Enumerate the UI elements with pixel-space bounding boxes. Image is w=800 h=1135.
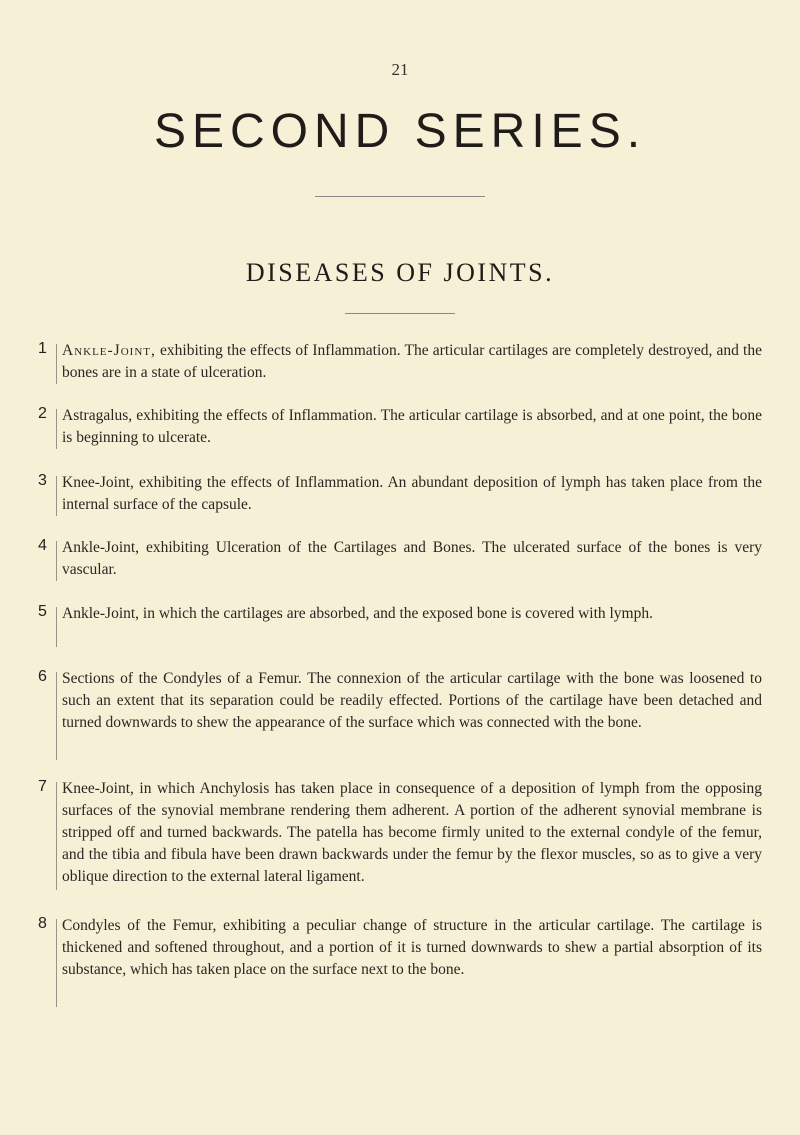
specimen-number: 6 xyxy=(38,668,47,685)
specimen-description xyxy=(62,915,762,981)
margin-bracket xyxy=(56,476,57,516)
divider-rule xyxy=(315,196,485,197)
margin-bracket xyxy=(56,541,57,581)
specimen-text: Condyles of the Femur, exhibiting a peculiar change of structure in the articular cartilage. The cartilage is thickened and softened throughout, and a portion of it is turned downwards to shew a partial absorption of its substance, which has taken place on the surface next to the bone. xyxy=(62,917,762,978)
margin-bracket xyxy=(56,919,57,1007)
specimen-description xyxy=(62,405,762,449)
specimen-number: 7 xyxy=(38,778,47,795)
specimen-text: Astragalus, exhibiting the effects of Inflammation. The articular cartilage is absorbed, and at one point, the bone is beginning to ulcerate. xyxy=(62,407,762,446)
margin-bracket xyxy=(56,344,57,384)
specimen-description xyxy=(62,778,762,888)
specimen-description xyxy=(62,603,762,625)
specimen-text: Knee-Joint, in which Anchylosis has taken place in consequence of a deposition of lymph from the opposing surfaces of the synovial membrane rendering them adherent. A portion of the adherent synovial membrane is stripped off and turned backwards. The patella has become firmly united to the external condyle of the femur, and the tibia and fibula have been drawn backwards under the femur by the flexor muscles, so as to give a very oblique direction to the external lateral ligament. xyxy=(62,780,762,885)
margin-bracket xyxy=(56,409,57,449)
specimen-number: 2 xyxy=(38,405,47,422)
specimen-text: exhibiting the effects of Inflammation. The articular cartilages are completely destroyed, and the bones are in a state of ulceration. xyxy=(62,342,762,381)
specimen-description xyxy=(62,537,762,581)
specimen-text: Ankle-Joint, exhibiting Ulceration of the Cartilages and Bones. The ulcerated surface of the bones is very vascular. xyxy=(62,539,762,578)
specimen-text: Knee-Joint, exhibiting the effects of Inflammation. An abundant deposition of lymph has taken place from the internal surface of the capsule. xyxy=(62,474,762,513)
specimen-text: Ankle-Joint, in which the cartilages are absorbed, and the exposed bone is covered with lymph. xyxy=(62,605,653,622)
specimen-number: 1 xyxy=(38,340,47,357)
specimen-text: Sections of the Condyles of a Femur. The connexion of the articular cartilage with the bone was loosened to such an extent that its separation could be readily effected. Portions of the cartilage have been detached and turned downwards to shew the appearance of the surface which was connected with the bone. xyxy=(62,670,762,731)
page-number: 21 xyxy=(391,60,409,79)
margin-bracket xyxy=(56,782,57,890)
specimen-description xyxy=(62,472,762,516)
specimen-number: 4 xyxy=(38,537,47,554)
specimen-lead: Ankle-Joint, xyxy=(62,342,156,359)
margin-bracket xyxy=(56,607,57,647)
section-title: DISEASES OF JOINTS. xyxy=(245,258,555,287)
specimen-number: 8 xyxy=(38,915,47,932)
margin-bracket xyxy=(56,672,57,760)
specimen-description xyxy=(62,340,762,384)
divider-rule-short xyxy=(345,313,455,314)
specimen-description xyxy=(62,668,762,734)
specimen-number: 5 xyxy=(38,603,47,620)
series-title: SECOND SERIES. xyxy=(153,105,647,158)
specimen-number: 3 xyxy=(38,472,47,489)
